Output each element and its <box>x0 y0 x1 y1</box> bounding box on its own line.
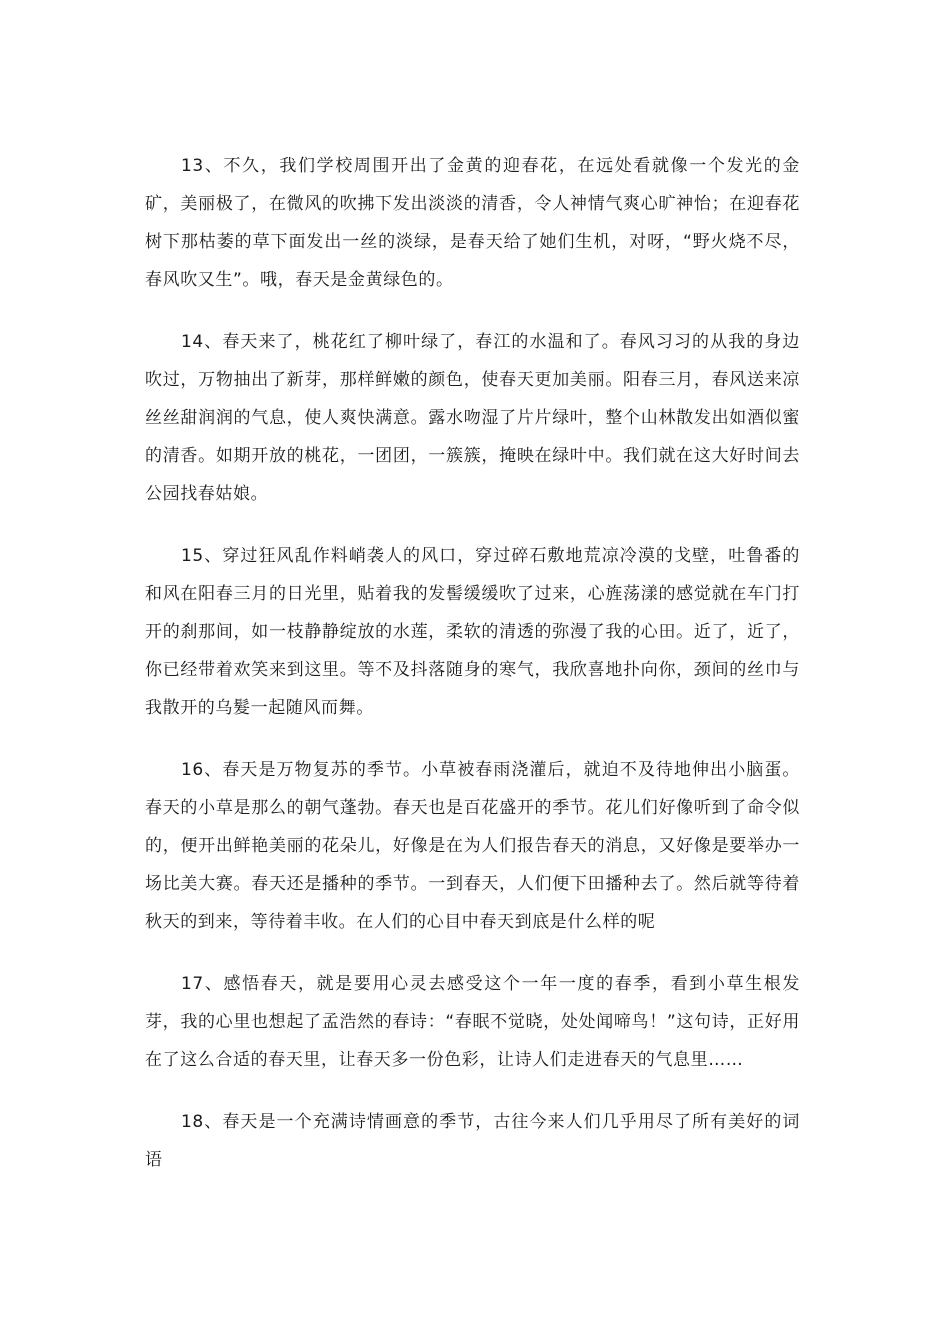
paragraph-17: 17、感悟春天，就是要用心灵去感受这个一年一度的春季，看到小草生根发芽，我的心里也想起了孟浩然的春诗：“春眠不觉晓，处处闻啼鸟！”这句诗，正好用在了这么合适的春天里，让春天多一份色彩，让诗人们走进春天的气息里…… <box>145 974 800 1070</box>
paragraph-16: 16、春天是万物复苏的季节。小草被春雨浇灌后，就迫不及待地伸出小脑蛋。春天的小草是那么的朝气蓬勃。春天也是百花盛开的季节。花儿们好像听到了命令似的，便开出鲜艳美丽的花朵儿，好像是在为人们报告春天的消息，又好像是要举办一场比美大赛。春天还是播种的季节。一到春天，人们便下田播种去了。然后就等待着秋天的到来，等待着丰收。在人们的心目中春天到底是什么样的呢 <box>145 760 800 932</box>
document-body <box>145 147 800 1203</box>
paragraph-15: 15、穿过狂风乱作料峭袭人的风口，穿过碎石敷地荒凉冷漠的戈壁，吐鲁番的和风在阳春三月的日光里，贴着我的发髻缓缓吹了过来，心旌荡漾的感觉就在车门打开的刹那间，如一枝静静绽放的水莲，柔软的清透的弥漫了我的心田。近了，近了，你已经带着欢笑来到这里。等不及抖落随身的寒气，我欣喜地扑向你，颈间的丝巾与我散开的乌髮一起随风而舞。 <box>145 546 800 718</box>
paragraph-18: 18、春天是一个充满诗情画意的季节，古往今来人们几乎用尽了所有美好的词语 <box>145 1112 800 1170</box>
paragraph-14: 14、春天来了，桃花红了柳叶绿了，春江的水温和了。春风习习的从我的身边吹过，万物抽出了新芽，那样鲜嫩的颜色，使春天更加美丽。阳春三月，春风送来凉丝丝甜润润的气息，使人爽快满意。露水吻湿了片片绿叶，整个山林散发出如酒似蜜的清香。如期开放的桃花，一团团，一簇簇，掩映在绿叶中。我们就在这大好时间去公园找春姑娘。 <box>145 332 800 504</box>
paragraph-13: 13、不久，我们学校周围开出了金黄的迎春花，在远处看就像一个发光的金矿，美丽极了，在微风的吹拂下发出淡淡的清香，令人神情气爽心旷神怡；在迎春花树下那枯萎的草下面发出一丝的淡绿，是春天给了她们生机，对呀，“野火烧不尽，春风吹又生”。哦，春天是金黄绿色的。 <box>145 156 800 290</box>
